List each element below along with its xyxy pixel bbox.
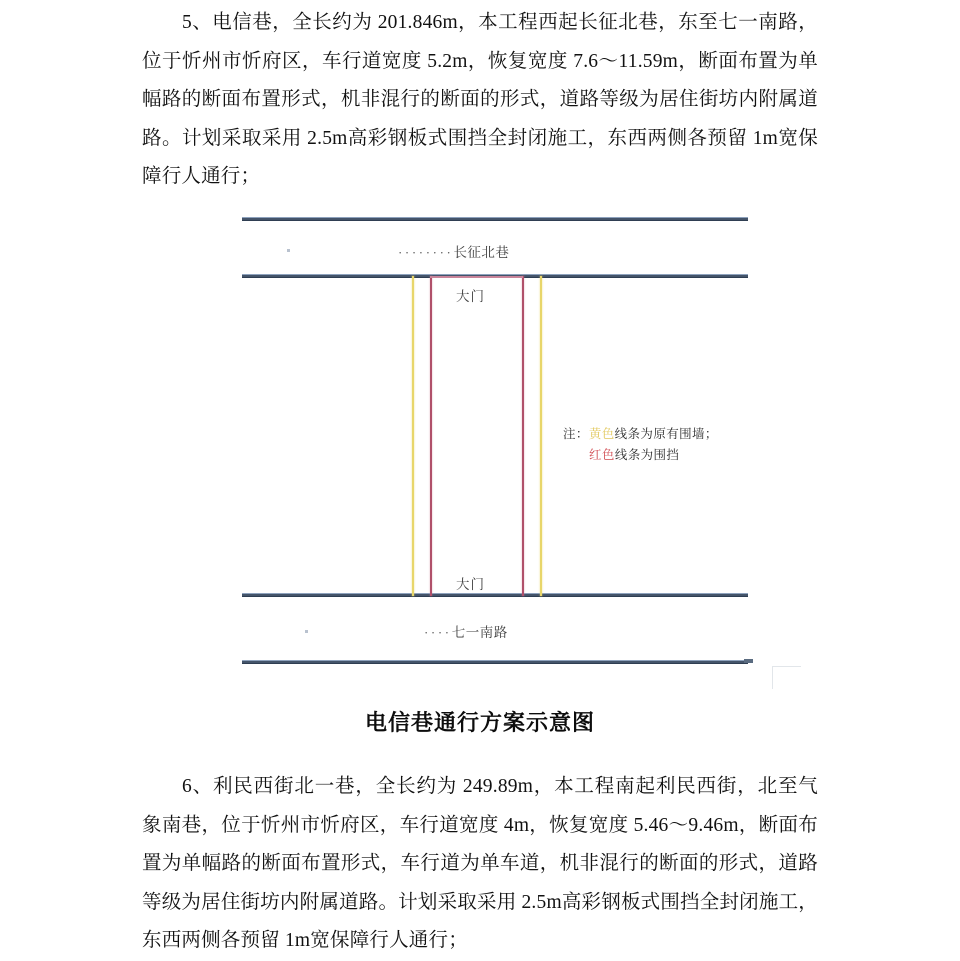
stray-dot-bottom — [305, 630, 308, 633]
paragraph-5-text: 5、电信巷，全长约为 201.846m，本工程西起长征北巷，东至七一南路，位于忻州市忻府区，车行道宽度 5.2m，恢复宽度 7.6～11.59m，断面布置为单幅路的断面布置形式，机非混行的断面的形式，道路等级为居住街坊内附属道路。计划采取采用 2.5m高彩钢板式围挡全封闭施工，东西两侧各预留 1m宽保障行人通行； — [142, 12, 818, 187]
road-line-bottom-outer — [242, 660, 748, 664]
paragraph-6-text: 6、利民西街北一巷，全长约为 249.89m，本工程南起利民西街，北至气象南巷，位于忻州市忻府区，车行道宽度 4m，恢复宽度 5.46～9.46m，断面布置为单幅路的断面布置形式，车行道为单车道，机非混行的断面的形式，道路等级为居住街坊内附属道路。计划采取采用 2.5m高彩钢板式围挡全封闭施工，东西两侧各预留 1m宽保障行人通行； — [142, 776, 818, 951]
barrier-line-east — [522, 276, 524, 596]
note-red-swatch-word: 红色 — [589, 448, 615, 462]
stray-dot-top — [287, 249, 290, 252]
road-line-top-outer — [242, 217, 748, 221]
gate-bar-top — [430, 276, 523, 278]
textbox-corner-mark — [772, 666, 801, 689]
road-label-top — [398, 241, 509, 261]
note-line2 — [563, 445, 718, 466]
gate-label-top: 大门 — [456, 289, 485, 304]
paragraph-6 — [142, 768, 818, 961]
figure-legend-note — [563, 424, 718, 466]
existing-wall-line-east — [540, 276, 542, 596]
existing-wall-line-west — [412, 276, 414, 596]
figure-caption: 电信巷通行方案示意图 — [364, 710, 595, 735]
note-yellow-swatch-word: 黄色 — [588, 427, 615, 441]
note-line2-rest: 线条为围挡 — [614, 448, 680, 462]
road-name-bottom: 七一南路 — [451, 625, 508, 640]
leader-dots-bottom: ···· — [424, 625, 452, 640]
paragraph-5 — [142, 4, 818, 197]
textbox-handle-mark — [744, 659, 753, 663]
road-name-top: 长征北巷 — [453, 245, 510, 260]
figure-telecom-lane-traffic-plan — [0, 200, 960, 700]
leader-dots-top: ········ — [398, 245, 454, 260]
note-prefix: 注： — [563, 427, 589, 441]
barrier-line-west — [430, 276, 432, 596]
note-line1-rest: 线条为原有围墙； — [614, 427, 718, 441]
road-line-bottom-inner — [242, 593, 748, 597]
gate-label-bottom: 大门 — [456, 577, 485, 592]
road-label-bottom — [424, 621, 508, 641]
